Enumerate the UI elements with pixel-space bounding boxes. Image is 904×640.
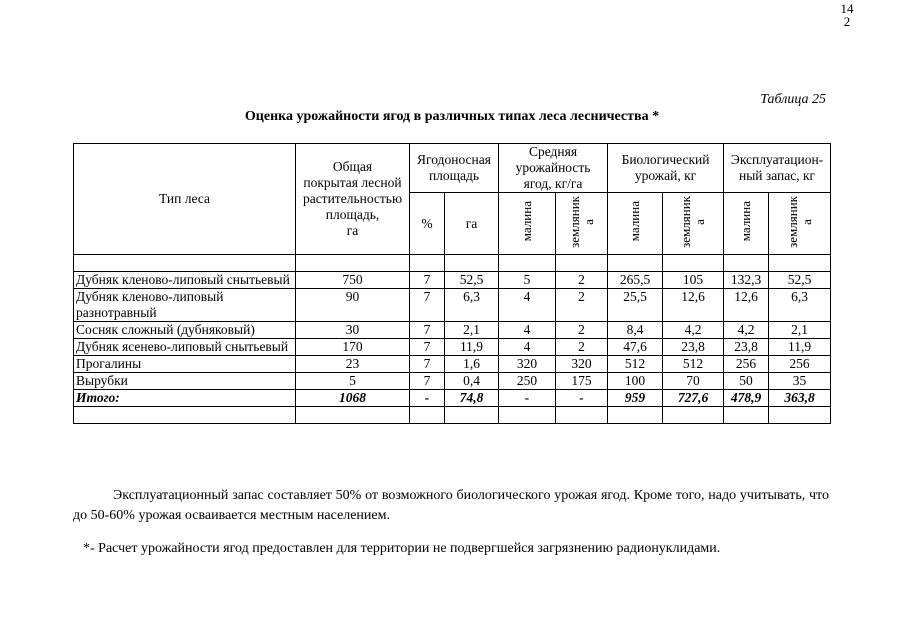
area-cell: 90 bbox=[296, 289, 410, 322]
area-cell: 30 bbox=[296, 322, 410, 339]
total-label-cell: Итого: bbox=[74, 390, 296, 407]
header-biological-yield bbox=[608, 144, 724, 193]
spacer-cell bbox=[410, 255, 445, 272]
footnote: *- Расчет урожайности ягод предоставлен для территории не подвергшейся загрязнению радионуклидами. bbox=[83, 541, 721, 556]
yield-strawberry-cell: 2 bbox=[556, 289, 608, 322]
hectares-cell: 2,1 bbox=[445, 322, 499, 339]
header-average-yield-line: урожайность bbox=[515, 160, 591, 175]
bio-raspberry-cell: 100 bbox=[608, 373, 663, 390]
total-exp-strawberry-cell: 363,8 bbox=[769, 390, 831, 407]
bio-raspberry-cell: 512 bbox=[608, 356, 663, 373]
percent-cell: 7 bbox=[410, 339, 445, 356]
spacer-cell bbox=[296, 255, 410, 272]
header-average-yield-line: Средняя bbox=[528, 144, 578, 159]
header-exp-raspberry bbox=[724, 193, 769, 255]
header-average-yield-line: ягод, кг/га bbox=[523, 176, 583, 191]
header-raspberry-label: малина bbox=[519, 201, 535, 242]
spacer-cell bbox=[445, 255, 499, 272]
yield-raspberry-cell: 4 bbox=[499, 322, 556, 339]
header-total-area-line: растительностью bbox=[302, 191, 403, 206]
exp-raspberry-cell: 12,6 bbox=[724, 289, 769, 322]
spacer-cell bbox=[410, 407, 445, 424]
percent-cell: 7 bbox=[410, 272, 445, 289]
header-forest-type: Тип леса bbox=[74, 144, 296, 255]
yield-raspberry-cell: 4 bbox=[499, 339, 556, 356]
spacer-cell bbox=[556, 407, 608, 424]
exp-raspberry-cell: 50 bbox=[724, 373, 769, 390]
header-total-area bbox=[296, 144, 410, 255]
yield-strawberry-cell: 2 bbox=[556, 339, 608, 356]
spacer-row bbox=[74, 407, 831, 424]
forest-type-cell: Сосняк сложный (дубняковый) bbox=[74, 322, 296, 339]
yield-raspberry-cell: 5 bbox=[499, 272, 556, 289]
total-row bbox=[74, 390, 831, 407]
page-number-line-1: 14 bbox=[840, 1, 854, 16]
header-raspberry-label: малина bbox=[627, 201, 643, 242]
yield-strawberry-cell: 320 bbox=[556, 356, 608, 373]
yield-raspberry-cell: 250 bbox=[499, 373, 556, 390]
header-berry-area bbox=[410, 144, 499, 193]
page-number bbox=[840, 2, 854, 28]
header-total-area-line: покрытая лесной bbox=[303, 175, 402, 190]
spacer-cell bbox=[296, 407, 410, 424]
header-strawberry-label: земляник а bbox=[678, 195, 708, 248]
header-biological-yield-line: Биологический bbox=[621, 152, 710, 167]
table-caption: Таблица 25 bbox=[760, 92, 826, 107]
hectares-cell: 6,3 bbox=[445, 289, 499, 322]
spacer-cell bbox=[74, 407, 296, 424]
berry-yield-table bbox=[73, 143, 831, 424]
total-bio-raspberry-cell: 959 bbox=[608, 390, 663, 407]
exp-strawberry-cell: 256 bbox=[769, 356, 831, 373]
spacer-cell bbox=[499, 255, 556, 272]
header-strawberry-label: земляник а bbox=[784, 195, 814, 248]
header-exploitation-stock bbox=[724, 144, 831, 193]
bio-strawberry-cell: 70 bbox=[663, 373, 724, 390]
forest-type-cell: Прогалины bbox=[74, 356, 296, 373]
header-exploitation-stock-line: ный запас, кг bbox=[738, 168, 816, 183]
hectares-cell: 0,4 bbox=[445, 373, 499, 390]
header-biological-yield-line: урожай, кг bbox=[634, 168, 697, 183]
exp-strawberry-cell: 35 bbox=[769, 373, 831, 390]
area-cell: 170 bbox=[296, 339, 410, 356]
header-percent: % bbox=[410, 193, 445, 255]
table-title: Оценка урожайности ягод в различных типах леса лесничества * bbox=[244, 109, 660, 124]
spacer-cell bbox=[608, 255, 663, 272]
exp-strawberry-cell: 6,3 bbox=[769, 289, 831, 322]
header-exploitation-stock-line: Эксплуатацион- bbox=[730, 152, 824, 167]
yield-raspberry-cell: 4 bbox=[499, 289, 556, 322]
spacer-cell bbox=[724, 255, 769, 272]
spacer-cell bbox=[608, 407, 663, 424]
header-total-area-line: площадь, bbox=[325, 207, 380, 222]
table-row bbox=[74, 339, 831, 356]
header-yield-strawberry bbox=[556, 193, 608, 255]
bio-raspberry-cell: 47,6 bbox=[608, 339, 663, 356]
spacer-row bbox=[74, 255, 831, 272]
exp-raspberry-cell: 132,3 bbox=[724, 272, 769, 289]
header-strawberry-label: земляник а bbox=[566, 195, 596, 248]
forest-type-cell: Дубняк кленово-липовый снытьевый bbox=[74, 272, 296, 289]
header-bio-raspberry bbox=[608, 193, 663, 255]
header-total-area-line: га bbox=[346, 223, 359, 238]
header-average-yield bbox=[499, 144, 608, 193]
exp-strawberry-cell: 2,1 bbox=[769, 322, 831, 339]
forest-type-cell: Дубняк ясенево-липовый снытьевый bbox=[74, 339, 296, 356]
header-bio-strawberry bbox=[663, 193, 724, 255]
hectares-cell: 1,6 bbox=[445, 356, 499, 373]
forest-type-cell: Вырубки bbox=[74, 373, 296, 390]
total-bio-strawberry-cell: 727,6 bbox=[663, 390, 724, 407]
percent-cell: 7 bbox=[410, 356, 445, 373]
body-paragraph: Эксплуатационный запас составляет 50% от возможного биологического урожая ягод. Кроме того, надо учитывать, что до 50-60% урожая осваивается местным населением. bbox=[73, 488, 829, 523]
yield-strawberry-cell: 175 bbox=[556, 373, 608, 390]
hectares-cell: 52,5 bbox=[445, 272, 499, 289]
yield-raspberry-cell: 320 bbox=[499, 356, 556, 373]
header-berry-area-line: Ягодоносная bbox=[417, 152, 491, 167]
bio-strawberry-cell: 512 bbox=[663, 356, 724, 373]
spacer-cell bbox=[74, 255, 296, 272]
percent-cell: 7 bbox=[410, 322, 445, 339]
page-number-line-2: 2 bbox=[843, 14, 851, 29]
header-yield-raspberry bbox=[499, 193, 556, 255]
bio-strawberry-cell: 105 bbox=[663, 272, 724, 289]
spacer-cell bbox=[663, 255, 724, 272]
bio-raspberry-cell: 265,5 bbox=[608, 272, 663, 289]
bio-raspberry-cell: 25,5 bbox=[608, 289, 663, 322]
spacer-cell bbox=[663, 407, 724, 424]
total-area-cell: 1068 bbox=[296, 390, 410, 407]
exp-raspberry-cell: 256 bbox=[724, 356, 769, 373]
yield-strawberry-cell: 2 bbox=[556, 272, 608, 289]
spacer-cell bbox=[769, 255, 831, 272]
total-percent-cell: - bbox=[410, 390, 445, 407]
total-yield-strawberry-cell: - bbox=[556, 390, 608, 407]
exp-strawberry-cell: 52,5 bbox=[769, 272, 831, 289]
bio-strawberry-cell: 4,2 bbox=[663, 322, 724, 339]
header-berry-area-line: площадь bbox=[428, 168, 480, 183]
total-hectares-cell: 74,8 bbox=[445, 390, 499, 407]
percent-cell: 7 bbox=[410, 289, 445, 322]
table-row bbox=[74, 289, 831, 322]
area-cell: 23 bbox=[296, 356, 410, 373]
table-row bbox=[74, 322, 831, 339]
bio-strawberry-cell: 12,6 bbox=[663, 289, 724, 322]
forest-type-cell: Дубняк кленово-липовый разнотравный bbox=[74, 289, 296, 322]
exp-raspberry-cell: 4,2 bbox=[724, 322, 769, 339]
yield-strawberry-cell: 2 bbox=[556, 322, 608, 339]
total-exp-raspberry-cell: 478,9 bbox=[724, 390, 769, 407]
header-hectares: га bbox=[445, 193, 499, 255]
exp-strawberry-cell: 11,9 bbox=[769, 339, 831, 356]
header-exp-strawberry bbox=[769, 193, 831, 255]
exp-raspberry-cell: 23,8 bbox=[724, 339, 769, 356]
spacer-cell bbox=[556, 255, 608, 272]
spacer-cell bbox=[499, 407, 556, 424]
spacer-cell bbox=[445, 407, 499, 424]
percent-cell: 7 bbox=[410, 373, 445, 390]
table-row bbox=[74, 356, 831, 373]
spacer-cell bbox=[724, 407, 769, 424]
total-yield-raspberry-cell: - bbox=[499, 390, 556, 407]
hectares-cell: 11,9 bbox=[445, 339, 499, 356]
bio-raspberry-cell: 8,4 bbox=[608, 322, 663, 339]
area-cell: 5 bbox=[296, 373, 410, 390]
spacer-cell bbox=[769, 407, 831, 424]
table-row bbox=[74, 373, 831, 390]
bio-strawberry-cell: 23,8 bbox=[663, 339, 724, 356]
header-raspberry-label: малина bbox=[738, 201, 754, 242]
header-total-area-line: Общая bbox=[332, 159, 373, 174]
area-cell: 750 bbox=[296, 272, 410, 289]
table-row bbox=[74, 272, 831, 289]
